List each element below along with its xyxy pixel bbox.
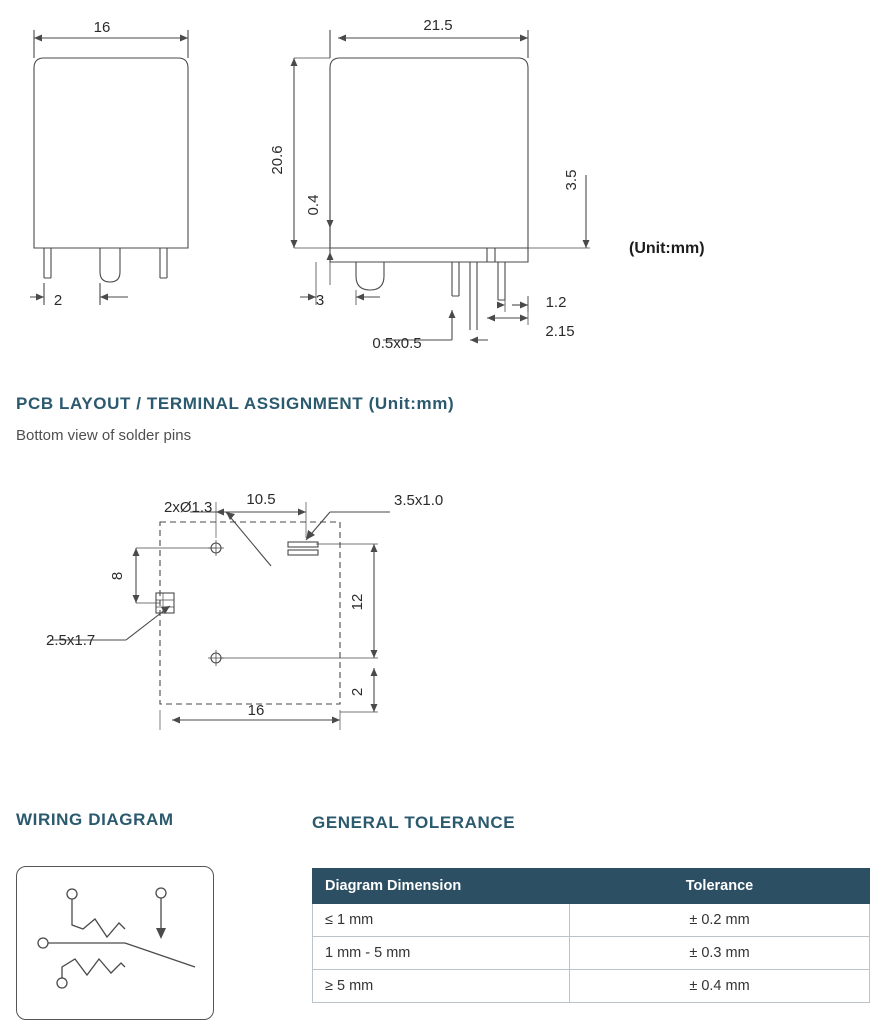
dim-8: 8 — [109, 571, 126, 581]
dim-front-2: 2 — [53, 292, 63, 309]
dim-16: 16 — [247, 702, 265, 719]
side-view-base — [330, 248, 528, 262]
unit-note: (Unit:mm) — [629, 240, 705, 257]
side-view-pin-b — [470, 262, 477, 330]
front-view-pin-center — [100, 248, 120, 282]
wiring-diagram-title: WIRING DIAGRAM — [16, 810, 174, 829]
general-tolerance-title: GENERAL TOLERANCE — [312, 813, 516, 832]
table-row — [313, 904, 870, 937]
side-view-pin-loop — [356, 262, 384, 290]
outline-drawings — [0, 0, 887, 380]
wiring-terminal-left — [38, 938, 48, 948]
dim-side-21-5: 21.5 — [423, 17, 453, 34]
dim-12: 12 — [349, 593, 366, 611]
dim-2-vertical: 2 — [349, 687, 366, 697]
cell-dimension: 1 mm - 5 mm — [313, 937, 570, 970]
cell-tolerance: ± 0.3 mm — [570, 937, 870, 970]
front-ext-lines-2 — [44, 283, 100, 305]
cell-tolerance: ± 0.4 mm — [570, 970, 870, 1003]
dim-3-5x1-0: 3.5x1.0 — [394, 492, 444, 509]
dim-side-2-15: 2.15 — [545, 323, 575, 340]
dim-2x-dia-1-3: 2xØ1.3 — [164, 499, 213, 516]
dim-side-0-4: 0.4 — [305, 194, 322, 216]
table-header-row — [313, 869, 870, 904]
side-view-pin-a — [452, 262, 459, 296]
wiring-contact-arm — [125, 943, 195, 967]
dim-side-3: 3 — [315, 292, 325, 309]
wiring-arrow-head — [156, 928, 166, 939]
wiring-terminal-top — [67, 889, 77, 899]
cell-dimension: ≤ 1 mm — [313, 904, 570, 937]
wiring-diagram-svg — [17, 867, 213, 1019]
front-view-pin-1 — [44, 248, 51, 278]
pcb-layout-title: PCB LAYOUT / TERMINAL ASSIGNMENT (Unit:mm) — [16, 394, 455, 413]
column-header-tolerance: Tolerance — [570, 869, 870, 904]
cell-tolerance: ± 0.2 mm — [570, 904, 870, 937]
dim-10-5: 10.5 — [246, 491, 276, 508]
dim-2-5x1-7: 2.5x1.7 — [46, 632, 96, 649]
tolerance-table — [312, 868, 870, 1003]
cell-dimension: ≥ 5 mm — [313, 970, 570, 1003]
side-view-notch — [487, 248, 495, 262]
side-view-pin-c — [498, 262, 505, 300]
wiring-terminal-right — [156, 888, 166, 898]
pcb-layout-drawing — [30, 480, 590, 780]
column-header-dimension: Diagram Dimension — [313, 869, 570, 904]
side-ext-lines — [330, 30, 528, 58]
leader-2xdia-arrow — [226, 512, 271, 566]
front-view-body — [34, 58, 188, 248]
dim-side-1-2: 1.2 — [545, 294, 567, 311]
dim-side-0-5x0-5: 0.5x0.5 — [372, 335, 422, 352]
wiring-diagram-box — [16, 866, 214, 1020]
wiring-coil-lower — [62, 959, 125, 978]
wiring-terminal-bottom — [57, 978, 67, 988]
side-view-body — [330, 58, 528, 248]
wiring-coil-upper — [72, 899, 125, 937]
dim-side-20-6: 20.6 — [269, 145, 286, 175]
dim-side-3-5: 3.5 — [563, 169, 580, 191]
pcb-layout-subtitle: Bottom view of solder pins — [16, 427, 192, 444]
pcb-pad-3-5x1-0 — [288, 542, 318, 547]
side-ext-206 — [294, 58, 330, 248]
pcb-outline — [160, 522, 340, 704]
front-ext-lines — [34, 30, 188, 58]
pcb-pad-3-5x1-0-b — [288, 550, 318, 555]
table-row — [313, 937, 870, 970]
front-view-pin-3 — [160, 248, 167, 278]
table-row — [313, 970, 870, 1003]
dim-front-16: 16 — [93, 19, 111, 36]
